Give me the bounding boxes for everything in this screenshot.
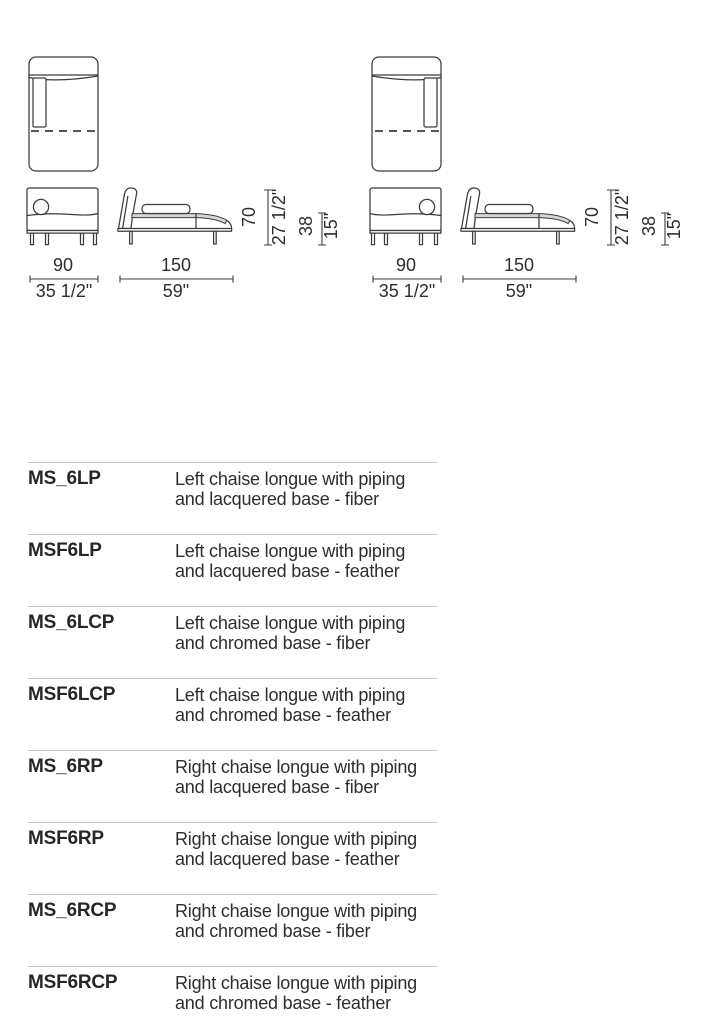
product-description: Right chaise longue with piping and lacquered base - feather — [175, 829, 417, 869]
length-cm-label: 150 — [503, 255, 535, 275]
height-dimensions — [239, 189, 341, 245]
height-dimensions — [582, 189, 684, 245]
product-description: Left chaise longue with piping and chromed base - fiber — [175, 613, 406, 653]
right-chaise-drawings — [357, 45, 702, 307]
seat-height-cm-label: 38 — [296, 215, 316, 237]
table-row — [28, 966, 437, 1033]
product-code: MSF6RP — [28, 828, 104, 849]
product-code: MSF6LCP — [28, 684, 116, 705]
width-in-label: 35 1/2" — [378, 281, 436, 301]
product-description: Left chaise longue with piping and lacquered base - feather — [175, 541, 406, 581]
width-dimensions — [373, 255, 576, 301]
seat-height-cm-label: 38 — [639, 215, 659, 237]
left-chaise-diagram — [14, 45, 359, 312]
front-view-drawing — [370, 188, 441, 245]
width-cm-label: 90 — [52, 255, 74, 275]
width-cm-label: 90 — [395, 255, 417, 275]
width-dimensions — [30, 255, 233, 301]
product-code: MS_6RCP — [28, 900, 117, 921]
table-row — [28, 894, 437, 966]
side-view-drawing — [461, 188, 575, 244]
table-row — [28, 750, 437, 822]
product-description: Left chaise longue with piping and chromed base - feather — [175, 685, 406, 725]
product-description: Right chaise longue with piping and chromed base - fiber — [175, 901, 417, 941]
table-row — [28, 534, 437, 606]
product-description: Left chaise longue with piping and lacquered base - fiber — [175, 469, 406, 509]
product-description: Right chaise longue with piping and chromed base - feather — [175, 973, 417, 1013]
length-in-label: 59" — [505, 281, 533, 301]
table-row — [28, 606, 437, 678]
product-code: MS_6LP — [28, 468, 101, 489]
top-view-drawing — [372, 57, 441, 171]
seat-height-in-label: 15" — [321, 212, 341, 240]
product-code: MS_6LCP — [28, 612, 115, 633]
product-description: Right chaise longue with piping and lacquered base - fiber — [175, 757, 417, 797]
product-code: MSF6LP — [28, 540, 102, 561]
front-view-drawing — [27, 188, 98, 245]
length-cm-label: 150 — [160, 255, 192, 275]
total-height-cm-label: 70 — [582, 206, 602, 228]
left-chaise-drawings — [14, 45, 359, 307]
product-code: MSF6RCP — [28, 972, 118, 993]
table-row — [28, 462, 437, 534]
width-in-label: 35 1/2" — [35, 281, 93, 301]
product-code-table — [28, 462, 437, 1033]
product-code: MS_6RP — [28, 756, 103, 777]
total-height-cm-label: 70 — [239, 206, 259, 228]
side-view-drawing — [118, 188, 232, 244]
seat-height-in-label: 15" — [664, 212, 684, 240]
length-in-label: 59" — [162, 281, 190, 301]
table-row — [28, 678, 437, 750]
table-row — [28, 822, 437, 894]
total-height-in-label: 27 1/2" — [269, 188, 289, 246]
right-chaise-diagram — [357, 45, 702, 312]
top-view-drawing — [29, 57, 98, 171]
total-height-in-label: 27 1/2" — [612, 188, 632, 246]
